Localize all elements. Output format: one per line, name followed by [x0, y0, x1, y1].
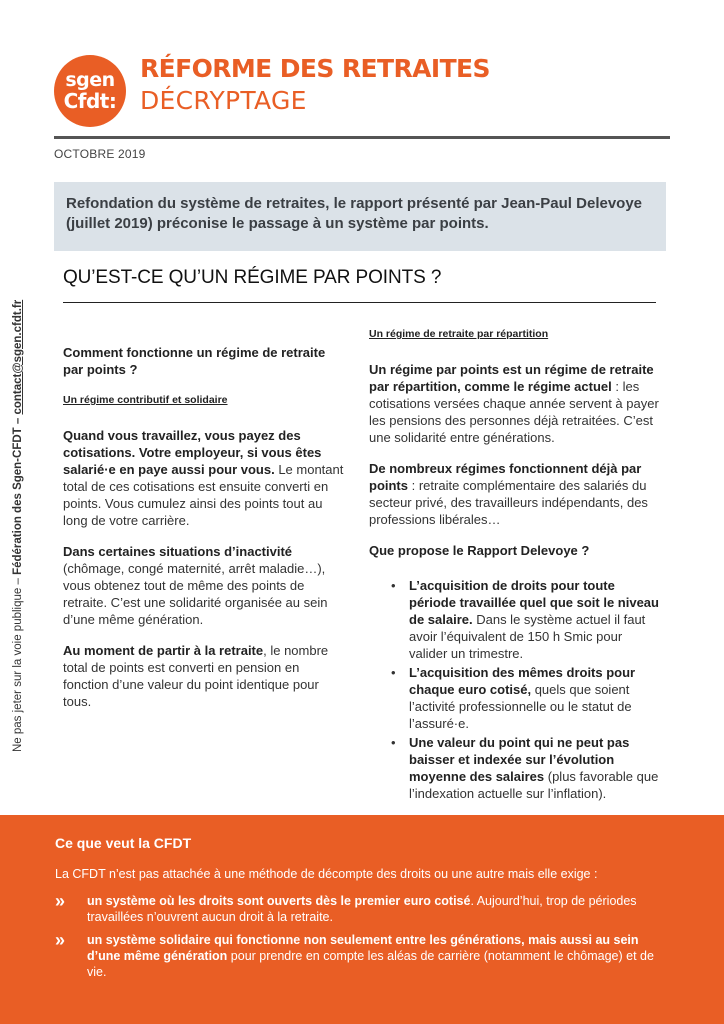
left-column: [63, 344, 346, 724]
left-subheading: Un régime contributif et solidaire: [63, 394, 228, 406]
left-paragraph-3: [63, 642, 346, 710]
proposal-1-bold: L’acquisition de droits pour toute période travaillée quel que soit le niveau de salaire.: [409, 578, 659, 627]
left-paragraph-2: [63, 543, 346, 628]
proposal-2-rest: quels que soient l’activité professionnelle ou le statut de l’assuré·e.: [409, 682, 632, 731]
section-title: QU’EST-CE QU’UN RÉGIME PAR POINTS ?: [63, 267, 442, 288]
cfdt-demand-1-bold: un système où les droits sont ouverts dès le premier euro cotisé: [87, 894, 471, 908]
publication-date: OCTOBRE 2019: [54, 147, 146, 161]
sidebar-vertical-text: [12, 292, 24, 752]
left-p2-bold: Dans certaines situations d’inactivité: [63, 544, 293, 559]
intro-box: [54, 182, 666, 251]
cfdt-demands-panel: [0, 815, 724, 1024]
right-column: [369, 326, 661, 804]
right-paragraph-2: [369, 460, 661, 528]
left-p2-rest: (chômage, congé maternité, arrêt maladie…), vous obtenez tout de même des points de retraite. C’est une solidarité organisée au sein d’une même génération.: [63, 561, 328, 627]
right-subheading: Un régime de retraite par répartition: [369, 328, 549, 340]
cfdt-demand-2-bold: un système solidaire qui fonctionne non seulement entre les générations, mais aussi au sein d’une même génération: [87, 933, 639, 963]
left-p1-rest: Le montant total de ces cotisations est ensuite converti en points. Vous cumulez ainsi des points tout au long de votre carrière.: [63, 462, 344, 528]
proposal-item: [391, 664, 661, 732]
left-paragraph-1: [63, 427, 346, 529]
sidebar-federation: Fédération des Sgen-CFDT –: [12, 414, 24, 575]
left-question: Comment fonctionne un régime de retraite par points ?: [63, 345, 326, 377]
proposal-2-bold: L’acquisition des mêmes droits pour chaque euro cotisé,: [409, 665, 636, 697]
header-divider: [54, 136, 670, 139]
sidebar-contact-email[interactable]: contact@sgen.cfdt.fr: [12, 299, 24, 415]
cfdt-demand-item: [55, 932, 655, 980]
left-p3-bold: Au moment de partir à la retraite: [63, 643, 264, 658]
proposal-3-rest: (plus favorable que l’indexation actuelle sur l’inflation).: [409, 769, 659, 801]
right-p2-bold: De nombreux régimes fonctionnent déjà par points: [369, 461, 642, 493]
cfdt-demand-1-rest: . Aujourd’hui, trop de périodes travaillées n’ouvrent aucun droit à la retraite.: [87, 894, 637, 924]
proposal-3-bold: Une valeur du point qui ne peut pas baisser et indexée sur l’évolution moyenne des salaires: [409, 735, 630, 784]
intro-text: Refondation du système de retraites, le rapport présenté par Jean-Paul Delevoye (juillet 2019) préconise le passage à un système par points.: [66, 195, 643, 232]
page-subtitle: DÉCRYPTAGE: [140, 86, 307, 115]
right-p1-bold: Un régime par points est un régime de retraite par répartition, comme le régime actuel: [369, 362, 654, 394]
right-question: Que propose le Rapport Delevoye ?: [369, 543, 590, 558]
logo-line-1: sgen: [65, 69, 115, 91]
left-p1-bold: Quand vous travaillez, vous payez des cotisations. Votre employeur, si vous êtes salarié·e en paye aussi pour vous.: [63, 428, 322, 477]
right-p1-rest: : les cotisations versées chaque année servent à payer les pensions des personnes déjà retraitées. C’est une solidarité entre générations.: [369, 379, 659, 445]
proposal-item: [391, 577, 661, 662]
right-paragraph-1: [369, 361, 661, 446]
chevron-right-icon: »: [55, 891, 63, 911]
proposal-list: [391, 577, 661, 802]
left-p3-rest: , le nombre total de points est converti en pension en fonction d’une valeur du point identique pour tous.: [63, 643, 329, 709]
logo-line-2: Cfdt:: [63, 89, 117, 113]
page-title: RÉFORME DES RETRAITES: [140, 54, 490, 83]
cfdt-title: Ce que veut la CFDT: [55, 835, 192, 851]
cfdt-demand-item: [55, 893, 655, 925]
cfdt-demand-2-rest: pour prendre en compte les aléas de carrière (notamment le chômage) et de vie.: [87, 949, 654, 979]
proposal-1-rest: Dans le système actuel il faut avoir l’équivalent de 150 h Smic pour valider un trimestre.: [409, 612, 646, 661]
cfdt-lead: La CFDT n’est pas attachée à une méthode de décompte des droits ou une autre mais elle exige :: [55, 867, 598, 881]
sidebar-notice: Ne pas jeter sur la voie publique –: [12, 574, 24, 752]
chevron-right-icon: »: [55, 930, 63, 950]
right-p2-rest: : retraite complémentaire des salariés du secteur privé, des travailleurs indépendants, des professions libérales…: [369, 478, 648, 527]
proposal-item: [391, 734, 661, 802]
sgen-cfdt-logo: [54, 55, 126, 127]
section-divider: [63, 302, 656, 303]
